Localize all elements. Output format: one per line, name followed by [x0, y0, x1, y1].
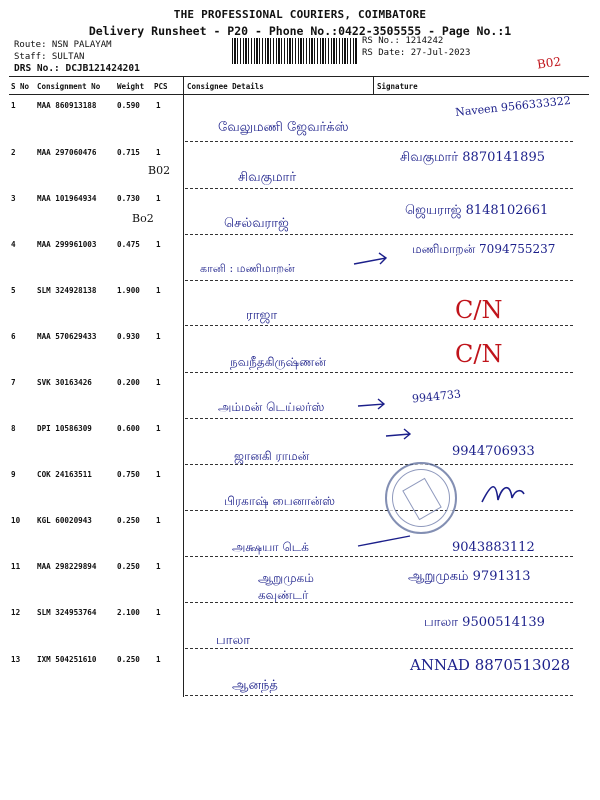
- weight: 0.200: [117, 378, 140, 387]
- weight: 2.100: [117, 608, 140, 617]
- drs-number: DRS No.: DCJB121424201: [14, 63, 140, 74]
- signature-handwriting: 9043883112: [452, 540, 535, 555]
- pcs: 1: [156, 516, 161, 525]
- table-header-rule: [9, 94, 589, 95]
- weight: 0.750: [117, 470, 140, 479]
- consignment-no: MAA 101964934: [37, 194, 97, 203]
- consignment-no: SVK 30163426: [37, 378, 92, 387]
- signature-handwriting: ஜெயராஜ் 8148102661: [405, 203, 549, 218]
- row-separator: [185, 280, 573, 281]
- consignment-no: MAA 860913188: [37, 101, 97, 110]
- consignment-no: KGL 60020943: [37, 516, 92, 525]
- sno: 1: [11, 101, 16, 110]
- row-separator: [185, 188, 573, 189]
- col-consignee: Consignee Details: [187, 82, 264, 91]
- signature-cn-mark: C/N: [455, 340, 503, 368]
- pcs: 1: [156, 470, 161, 479]
- weight: 0.730: [117, 194, 140, 203]
- consignee-handwriting: ராஜா: [246, 308, 278, 323]
- corner-mark: B02: [536, 54, 562, 72]
- row-separator: [185, 556, 573, 557]
- staff-label: Staff: SULTAN: [14, 52, 85, 62]
- consignee-handwriting: அக்ஷயா டெக்: [232, 540, 309, 554]
- signature-handwriting: 9944706933: [452, 444, 535, 459]
- signature-handwriting: ஆறுமுகம் 9791313: [408, 569, 531, 584]
- barcode-image: [232, 38, 357, 64]
- col-signature: Signature: [377, 82, 418, 91]
- pcs: 1: [156, 148, 161, 157]
- consignment-no: MAA 297060476: [37, 148, 97, 157]
- pcs: 1: [156, 286, 161, 295]
- sno: 8: [11, 424, 16, 433]
- signature-col-divider: [373, 77, 374, 95]
- row-separator: [185, 372, 573, 373]
- consignment-no: MAA 299961003: [37, 240, 97, 249]
- signature-handwriting: சிவகுமார் 8870141895: [400, 150, 545, 165]
- weight: 0.715: [117, 148, 140, 157]
- weight: 1.900: [117, 286, 140, 295]
- col-pcs: PCS: [154, 82, 168, 91]
- consignee-handwriting: ஜானகி ராமன்: [234, 449, 310, 463]
- consignment-no: SLM 324928138: [37, 286, 97, 295]
- sno: 3: [11, 194, 16, 203]
- table-divider: [183, 77, 184, 697]
- signature-handwriting: ANNAD 8870513028: [410, 656, 571, 674]
- pcs: 1: [156, 240, 161, 249]
- sno: 10: [11, 516, 21, 525]
- weight: 0.600: [117, 424, 140, 433]
- arrow-icon: [356, 396, 390, 414]
- sno: 9: [11, 470, 16, 479]
- sno: 4: [11, 240, 16, 249]
- company-seal-stamp: [385, 462, 457, 534]
- consignment-no: MAA 298229894: [37, 562, 97, 571]
- row-separator: [185, 418, 573, 419]
- sno: 6: [11, 332, 16, 341]
- signature-cn-mark: C/N: [455, 296, 503, 324]
- weight: 0.250: [117, 562, 140, 571]
- sno: 11: [11, 562, 21, 571]
- sno: 13: [11, 655, 21, 664]
- company-title: THE PROFESSIONAL COURIERS, COIMBATORE: [173, 8, 427, 21]
- consignment-no: DPI 10586309: [37, 424, 92, 433]
- runsheet-title: Delivery Runsheet - P20 - Phone No.:0422-3505555 - Page No.:1: [88, 24, 512, 38]
- sno: 12: [11, 608, 21, 617]
- row-separator: [185, 602, 573, 603]
- row-separator: [185, 325, 573, 326]
- row-separator: [185, 141, 573, 142]
- rs-date: RS Date: 27-Jul-2023: [362, 48, 471, 58]
- consignee-handwriting: செல்வராஜ்: [224, 216, 289, 231]
- consignee-handwriting: அம்மன் டெய்லர்ஸ்: [218, 400, 325, 414]
- signature-handwriting: 9944733: [411, 387, 462, 406]
- pcs: 1: [156, 655, 161, 664]
- consignee-handwriting: வேலுமணி ஜேவர்க்ஸ்: [218, 120, 349, 135]
- pcs: 1: [156, 194, 161, 203]
- pcs: 1: [156, 562, 161, 571]
- consignment-no: SLM 324953764: [37, 608, 97, 617]
- row-separator: [185, 695, 573, 696]
- arrow-icon: [356, 532, 416, 552]
- consignee-handwriting: கானி : மணிமாறன்: [200, 262, 295, 275]
- consignment-no: MAA 570629433: [37, 332, 97, 341]
- signature-handwriting: மணிமாறன் 7094755237: [412, 242, 556, 256]
- sno: 2: [11, 148, 16, 157]
- consignment-no: IXM 504251610: [37, 655, 97, 664]
- rs-number: RS No.: 1214242: [362, 36, 444, 46]
- weight: 0.590: [117, 101, 140, 110]
- pcs: 1: [156, 101, 161, 110]
- weight: 0.475: [117, 240, 140, 249]
- arrow-icon: [384, 426, 418, 444]
- consignee-handwriting: பாலா: [216, 633, 251, 648]
- row-note: B02: [148, 164, 171, 177]
- col-weight: Weight: [117, 82, 145, 91]
- weight: 0.250: [117, 655, 140, 664]
- signature-handwriting: Naveen 9566333322: [454, 93, 572, 120]
- pcs: 1: [156, 608, 161, 617]
- row-separator: [185, 510, 573, 511]
- pcs: 1: [156, 378, 161, 387]
- pcs: 1: [156, 332, 161, 341]
- route-label: Route: NSN PALAYAM: [14, 40, 112, 50]
- row-note: Bo2: [132, 212, 154, 225]
- sno: 5: [11, 286, 16, 295]
- signature-scribble: [478, 478, 526, 508]
- weight: 0.250: [117, 516, 140, 525]
- consignee-handwriting: பிரகாஷ் பைனான்ஸ்: [224, 494, 336, 508]
- arrow-icon: [352, 250, 392, 270]
- row-separator: [185, 234, 573, 235]
- table-top-rule: [9, 76, 589, 77]
- sno: 7: [11, 378, 16, 387]
- consignee-handwriting: நவநீதகிருஷ்ணன்: [230, 355, 326, 369]
- pcs: 1: [156, 424, 161, 433]
- consignment-no: COK 24163511: [37, 470, 92, 479]
- consignee-handwriting: சிவகுமார்: [238, 170, 297, 185]
- col-sno: S No: [11, 82, 30, 91]
- consignee-handwriting: ஆறுமுகம் கவுண்டர்: [258, 571, 314, 602]
- col-consignment: Consignment No: [37, 82, 101, 91]
- consignee-handwriting: ஆனந்த்: [232, 678, 278, 693]
- weight: 0.930: [117, 332, 140, 341]
- signature-handwriting: பாலா 9500514139: [424, 615, 545, 630]
